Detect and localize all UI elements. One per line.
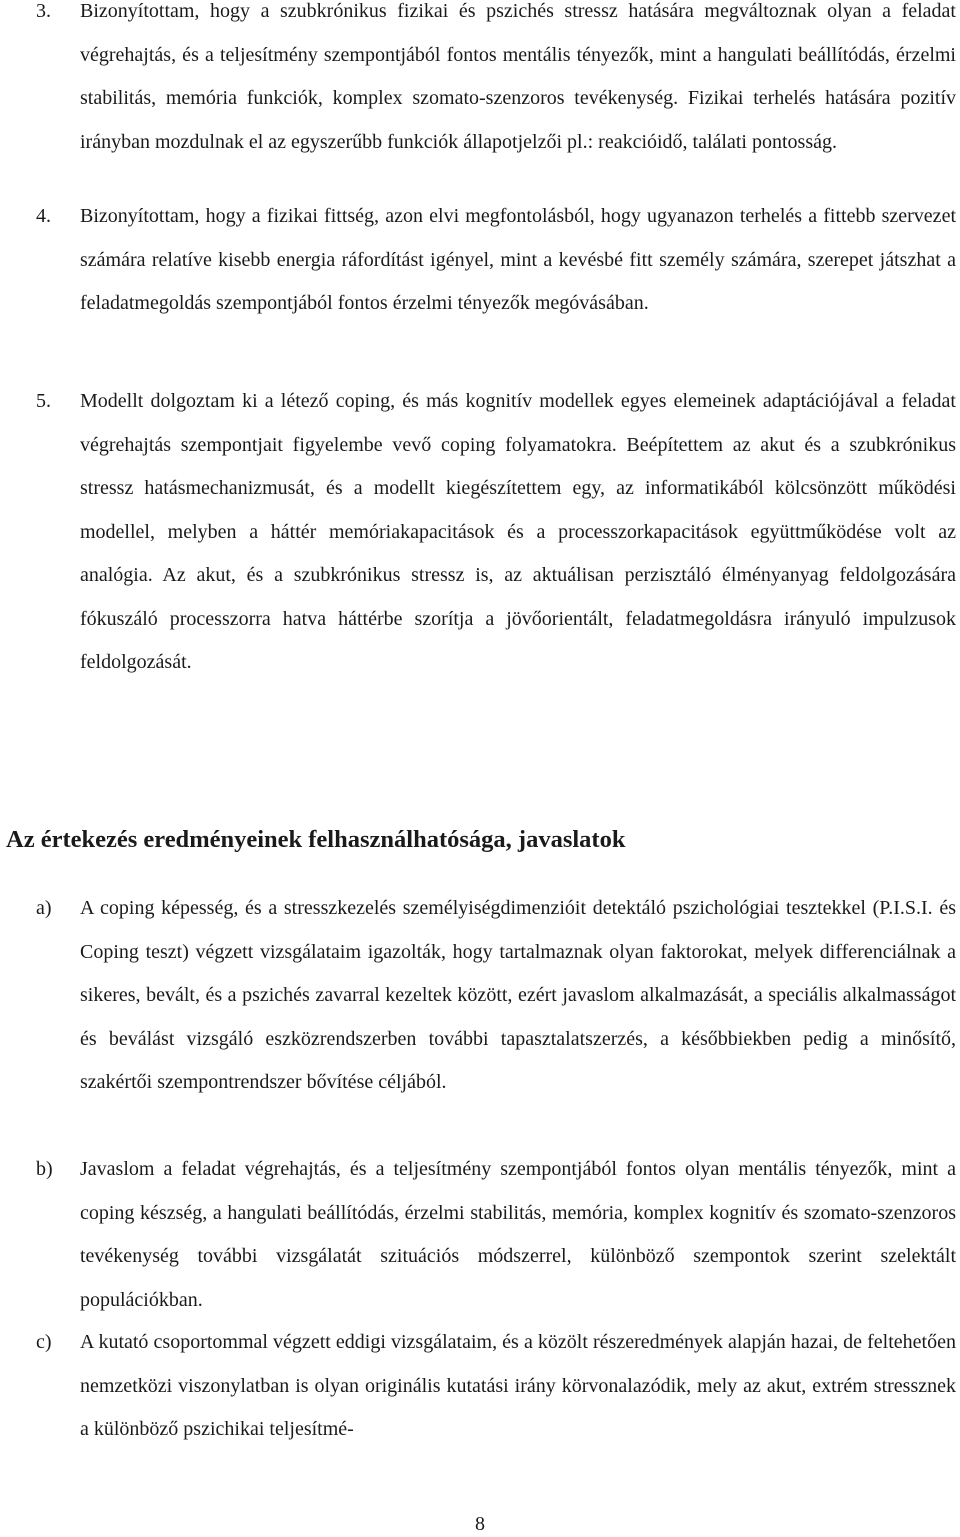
- section-heading: Az értekezés eredményeinek felhasználhatósága, javaslatok: [6, 826, 626, 853]
- list-marker: a): [36, 897, 52, 919]
- page-number: 8: [475, 1513, 485, 1535]
- recommendation-item-b: [36, 1148, 956, 1322]
- conclusion-text: Modellt dolgoztam ki a létező coping, és más kognitív modellek egyes elemeinek adaptációjával a feladat végrehajtás szempontjait figyelembe vevő coping folyamatokra. Beépítettem az akut és a szubkrónikus stressz hatásmechanizmusát, és a modellt kiegészítettem egy, az informatikából kölcsönzött működési modellel, melyben a háttér memóriakapacitások és a processzorkapacitások együttműködése volt az analógia. Az akut, és a szubkrónikus stressz is, az aktuálisan perzisztáló élményanyag feldolgozására fókuszáló processzorra hatva háttérbe szorítja a jövőorientált, feladatmegoldásra irányuló impulzusok feldolgozását.: [80, 390, 956, 673]
- conclusion-item-4: [36, 195, 956, 326]
- conclusion-item-3: [36, 0, 956, 164]
- conclusion-text: Bizonyítottam, hogy a szubkrónikus fizikai és pszichés stressz hatására megváltoznak olyan a feladat végrehajtás, és a teljesítmény szempontjából fontos mentális tényezők, mint a hangulati beállítódás, érzelmi stabilitás, memória funkciók, komplex szomato-szenzoros tevékenység. Fizikai terhelés hatására pozitív irányban mozdulnak el az egyszerűbb funkciók állapotjelzői pl.: reakcióidő, találati pontosság.: [80, 0, 956, 153]
- recommendation-item-c: [36, 1321, 956, 1452]
- list-marker: b): [36, 1158, 53, 1180]
- conclusion-text: Bizonyítottam, hogy a fizikai fittség, azon elvi megfontolásból, hogy ugyanazon terhelés a fittebb szervezet számára relatíve kisebb energia ráfordítást igényel, mint a kevésbé fitt személy számára, szerepet játszhat a feladatmegoldás szempontjából fontos érzelmi tényezők megóvásában.: [80, 205, 956, 314]
- conclusion-item-5: [36, 380, 956, 685]
- recommendation-item-a: [36, 887, 956, 1105]
- recommendation-text: Javaslom a feladat végrehajtás, és a teljesítmény szempontjából fontos olyan mentális tényezők, mint a coping készség, a hangulati beállítódás, érzelmi stabilitás, memória, komplex kognitív és szomato-szenzoros tevékenység további vizsgálatát szituációs módszerrel, különböző szempontok szerint szelektált populációkban.: [80, 1158, 956, 1311]
- list-marker: c): [36, 1331, 52, 1353]
- recommendation-text: A kutató csoportommal végzett eddigi vizsgálataim, és a közölt részeredmények alapján hazai, de feltehetően nemzetközi viszonylatban is olyan originális kutatási irány körvonalazódik, mely az akut, extrém stressznek a különböző pszichikai teljesítmé-: [80, 1331, 956, 1440]
- list-marker: 5.: [36, 390, 51, 412]
- recommendation-text: A coping képesség, és a stresszkezelés személyiségdimenzióit detektáló pszichológiai tesztekkel (P.I.S.I. és Coping teszt) végzett vizsgálataim igazolták, hogy tartalmaznak olyan faktorokat, melyek differenciálnak a sikeres, bevált, és a pszichés zavarral kezeltek között, ezért javaslom alkalmazását, a speciális alkalmasságot és beválást vizsgáló eszközrendszerben további tapasztalatszerzés, a későbbiekben pedig a minősítő, szakértői szempontrendszer bővítése céljából.: [80, 897, 956, 1093]
- list-marker: 3.: [36, 0, 51, 22]
- list-marker: 4.: [36, 205, 51, 227]
